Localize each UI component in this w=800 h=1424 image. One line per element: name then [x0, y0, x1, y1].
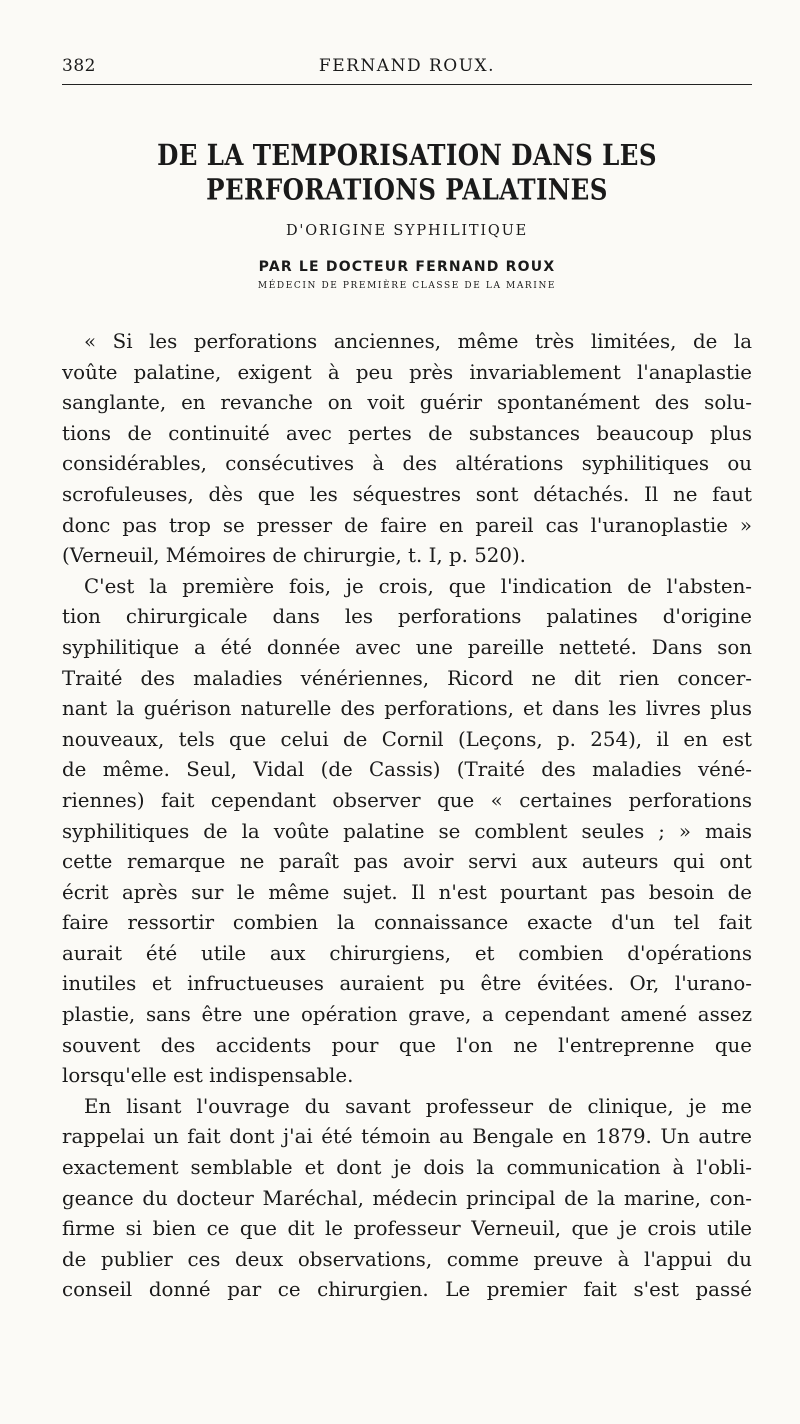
- text-line: En lisant l'ouvrage du savant professeur de clinique, je me: [84, 1094, 752, 1118]
- text-line: geance du docteur Maréchal, médecin principal de la marine, con-: [62, 1186, 752, 1210]
- text-line: inutiles et infructueuses auraient pu être évitées. Or, l'urano-: [62, 972, 752, 996]
- running-header: [62, 50, 752, 85]
- text-line: (Verneuil, Mémoires de chirurgie, t. I, p. 520).: [62, 544, 526, 568]
- article-byline: PAR LE DOCTEUR FERNAND ROUX: [258, 259, 556, 275]
- text-line: firme si bien ce que dit le professeur Verneuil, que je crois utile: [62, 1217, 752, 1241]
- text-line: tion chirurgicale dans les perforations palatines d'origine: [62, 605, 752, 629]
- text-line: considérables, consécutives à des altérations syphilitiques ou: [62, 452, 752, 476]
- text-line: cette remarque ne paraît pas avoir servi aux auteurs qui ont: [62, 850, 752, 874]
- page: [62, 50, 752, 1306]
- text-line: scrofuleuses, dès que les séquestres sont détachés. Il ne faut: [62, 482, 752, 506]
- article-title: DE LA TEMPORISATION DANS LES PERFORATIONS PALATINES: [157, 137, 657, 207]
- article-subtitle: D'ORIGINE SYPHILITIQUE: [285, 223, 529, 239]
- text-line: tions de continuité avec pertes de substances beaucoup plus: [62, 421, 752, 445]
- text-line: riennes) fait cependant observer que « certaines perforations: [62, 788, 752, 812]
- text-line: donc pas trop se presser de faire en pareil cas l'uranoplastie »: [62, 513, 752, 537]
- text-line: de publier ces deux observations, comme preuve à l'appui du: [62, 1247, 752, 1271]
- text-line: syphilitique a été donnée avec une pareille netteté. Dans son: [62, 635, 752, 659]
- text-line: syphilitiques de la voûte palatine se comblent seules ; » mais: [62, 819, 752, 843]
- text-line: « Si les perforations anciennes, même très limitées, de la: [84, 330, 752, 353]
- text-line: de même. Seul, Vidal (de Cassis) (Traité des maladies véné-: [62, 758, 752, 782]
- text-line: Traité des maladies vénériennes, Ricord ne dit rien concer-: [62, 666, 752, 690]
- text-line: exactement semblable et dont je dois la communication à l'obli-: [62, 1156, 752, 1180]
- text-line: écrit après sur le même sujet. Il n'est pourtant pas besoin de: [62, 880, 752, 904]
- text-line: voûte palatine, exigent à peu près invariablement l'anaplastie: [62, 360, 752, 384]
- text-line: sanglante, en revanche on voit guérir spontanément des solu-: [62, 391, 752, 415]
- text-line: plastie, sans être une opération grave, a cependant amené assez: [62, 1003, 752, 1027]
- text-line: souvent des accidents pour que l'on ne l'entreprenne que: [62, 1033, 752, 1057]
- page-number: 382: [62, 56, 96, 76]
- text-line: aurait été utile aux chirurgiens, et combien d'opérations: [62, 941, 752, 965]
- text-line: conseil donné par ce chirurgien. Le premier fait s'est passé: [62, 1278, 752, 1302]
- text-line: rappelai un fait dont j'ai été témoin au Bengale en 1879. Un autre: [62, 1125, 752, 1149]
- text-line: nouveaux, tels que celui de Cornil (Leçons, p. 254), il en est: [62, 727, 752, 751]
- author-affiliation: MÉDECIN DE PREMIÈRE CLASSE DE LA MARINE: [257, 281, 557, 291]
- text-line: faire ressortir combien la connaissance exacte d'un tel fait: [62, 911, 752, 935]
- body-text: [62, 327, 752, 1306]
- text-line: nant la guérison naturelle des perforations, et dans les livres plus: [62, 697, 752, 721]
- running-title: FERNAND ROUX.: [318, 56, 496, 76]
- text-line: lorsqu'elle est indispensable.: [62, 1064, 354, 1088]
- text-line: C'est la première fois, je crois, que l'indication de l'absten-: [84, 574, 752, 598]
